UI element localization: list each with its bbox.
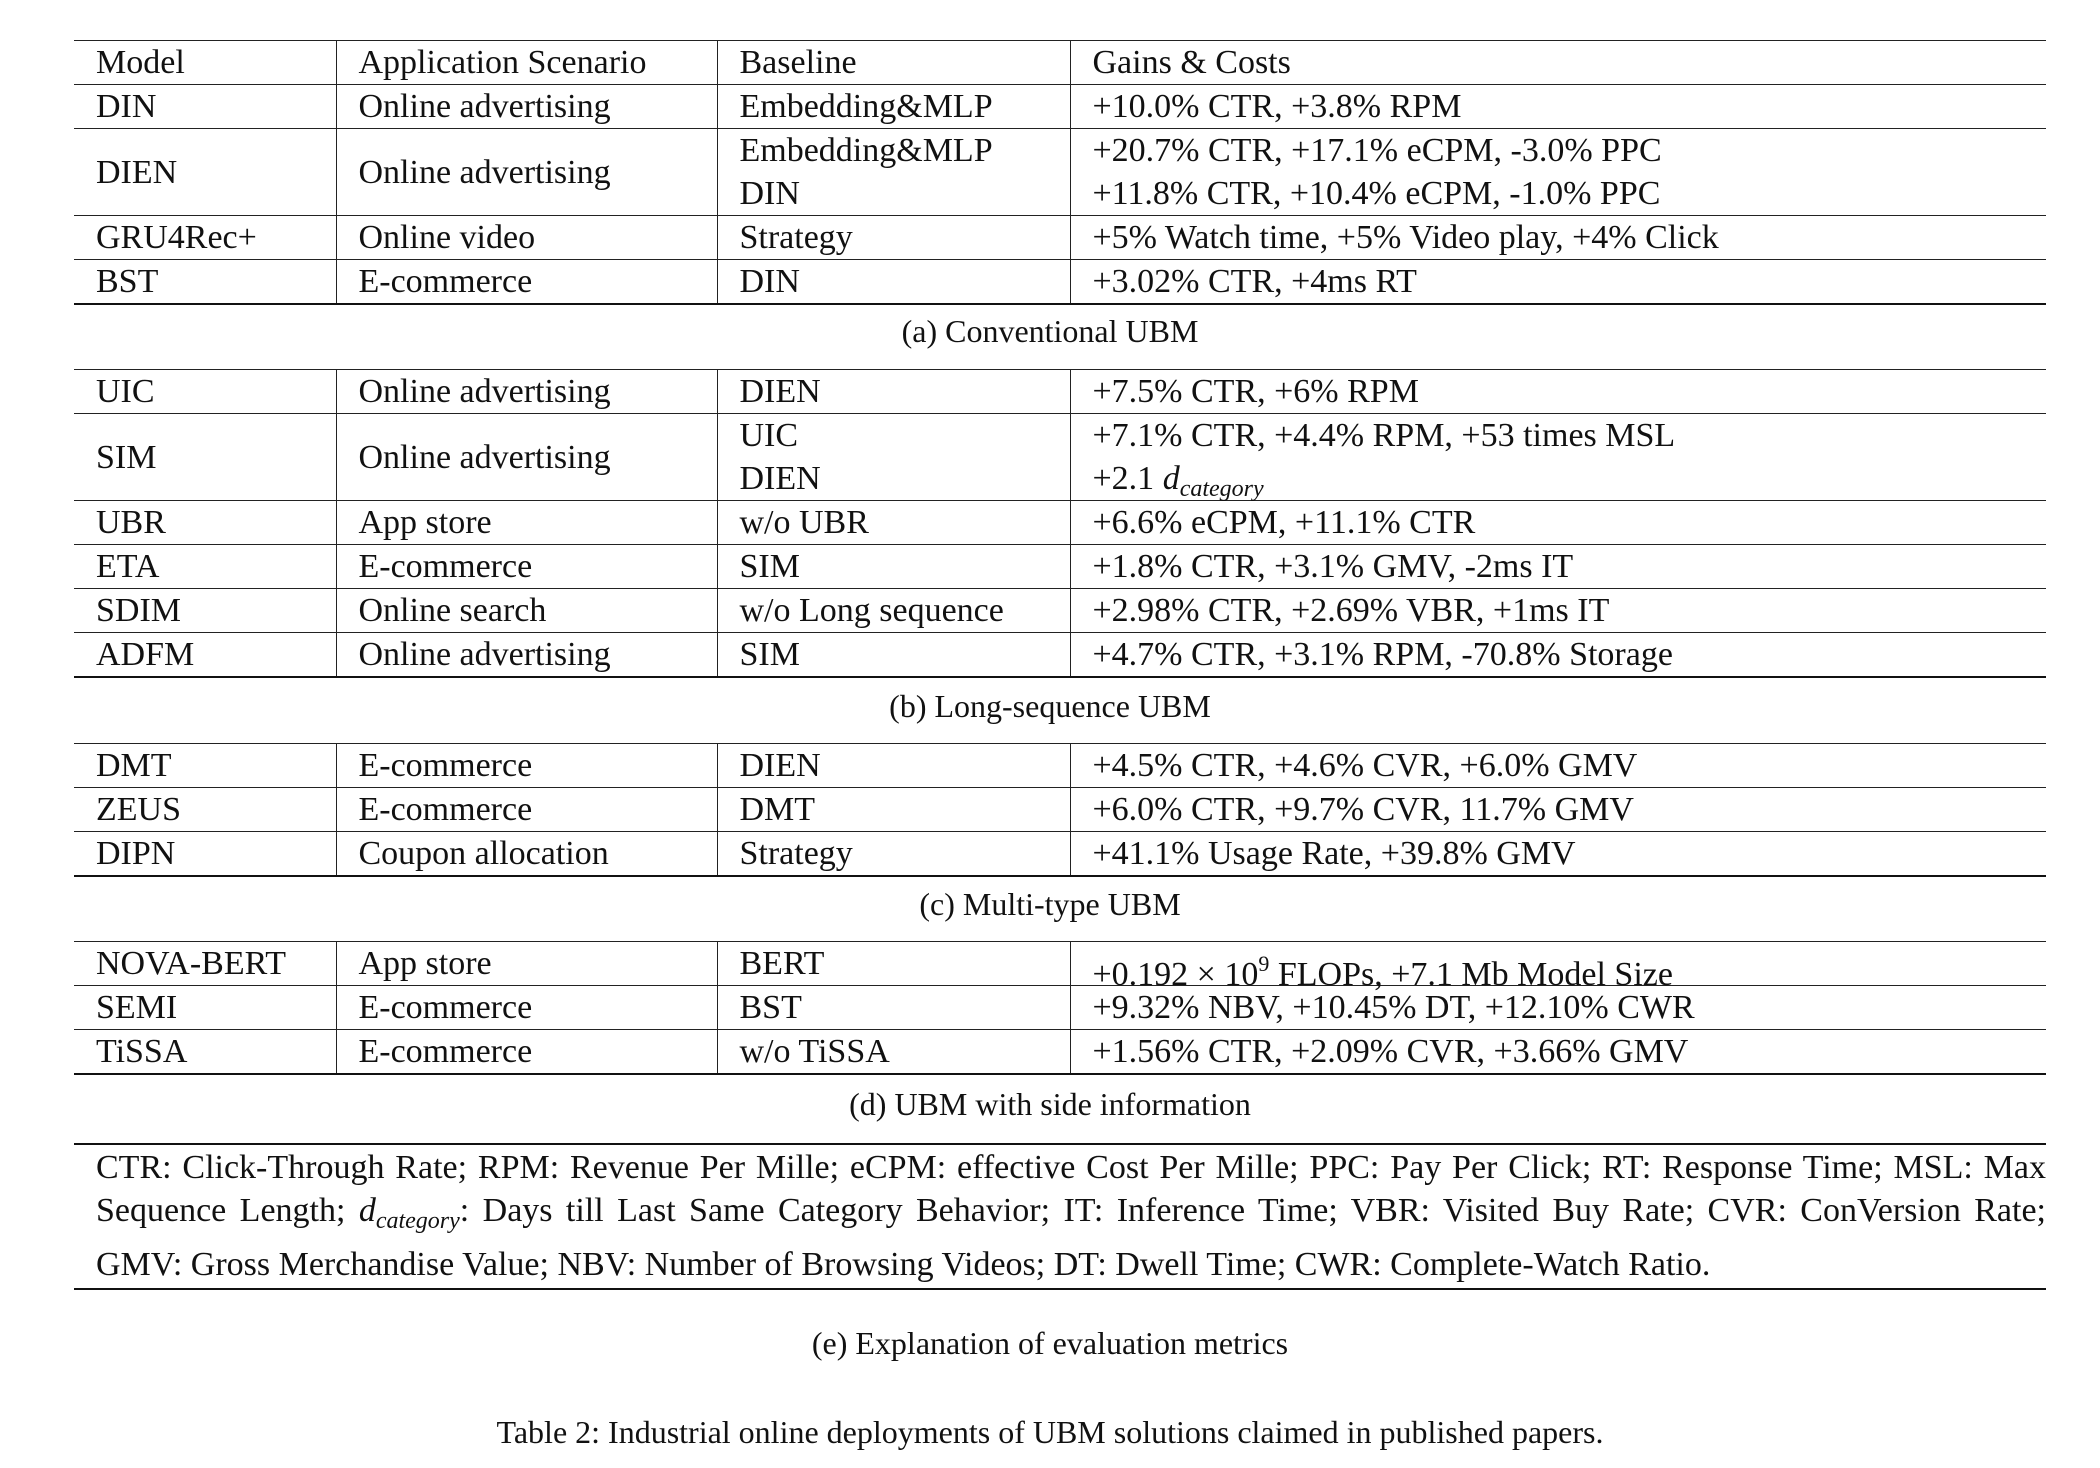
gains-line: +6.6% eCPM, +11.1% CTR [1092,504,1476,541]
scenario-cell: Online video [336,216,717,260]
baseline-cell [717,633,1070,678]
scenario-cell: Online advertising [336,633,717,678]
header-cell: Model [74,41,336,85]
scenario-cell: E-commerce [336,260,717,305]
table-row [74,216,2046,260]
gains-cell [1070,832,2046,877]
table-row [74,414,2046,501]
model-cell: DIPN [74,832,336,877]
gains-line: +20.7% CTR, +17.1% eCPM, -3.0% PPC [1092,132,1662,169]
model-cell: UBR [74,501,336,545]
baseline-line: BERT [739,945,825,982]
model-cell: ZEUS [74,788,336,832]
explanation-text-2: : Days till Last Same Category Behavior; IT: Inference Time; VBR: Visited Buy Rate; CVR: ConVersion Rate; GMV: Gross Merchandise Value; NBV: Number of Browsing Videos; DT: Dwell Time; CWR: Complete-Watch Ratio. [96,1192,2046,1283]
gains-line: +3.02% CTR, +4ms RT [1092,263,1417,300]
table-row [74,545,2046,589]
baseline-line: DIN [739,175,800,212]
section-table-2 [74,743,2046,877]
gains-line: +4.7% CTR, +3.1% RPM, -70.8% Storage [1092,636,1673,673]
scenario-cell: Coupon allocation [336,832,717,877]
baseline-cell [717,832,1070,877]
baseline-cell [717,216,1070,260]
explanation-text-1: CTR: Click-Through Rate; RPM: Revenue Per Mille; eCPM: effective Cost Per Mille; PPC: Pay Per Click; RT: Response Time; MSL: Max Sequence Length; [96,1149,2046,1229]
section-caption: (b) Long-sequence UBM [889,688,1211,724]
model-cell: SIM [74,414,336,501]
baseline-line: DMT [739,791,816,828]
gains-line: +7.1% CTR, +4.4% RPM, +53 times MSL [1092,417,1676,454]
table-row [74,744,2046,788]
baseline-line: SIM [739,548,800,585]
scenario-cell: E-commerce [336,1030,717,1075]
gains-cell [1070,986,2046,1030]
scenario-cell: E-commerce [336,986,717,1030]
baseline-cell [717,545,1070,589]
gains-cell [1070,501,2046,545]
gains-cell [1070,942,2046,993]
baseline-cell [717,414,1070,501]
header-cell: Gains & Costs [1070,41,2046,85]
table-row [74,942,2046,986]
table-row [74,1030,2046,1075]
scenario-cell: App store [336,942,717,986]
header-cell: Baseline [717,41,1070,85]
table-row [74,260,2046,305]
model-cell: ETA [74,545,336,589]
baseline-cell [717,942,1070,986]
model-cell: SDIM [74,589,336,633]
scenario-cell: Online advertising [336,85,717,129]
baseline-cell [717,501,1070,545]
section-caption: (d) UBM with side information [849,1086,1251,1122]
baseline-cell [717,260,1070,305]
math-superscript: 9 [1258,951,1270,976]
table-row [74,788,2046,832]
baseline-line: Embedding&MLP [739,132,993,169]
gains-cell [1070,788,2046,832]
gains-line: +5% Watch time, +5% Video play, +4% Click [1092,219,1719,256]
model-cell: DIN [74,85,336,129]
gains-line: +1.56% CTR, +2.09% CVR, +3.66% GMV [1092,1033,1689,1070]
math-d: d [358,1192,376,1229]
baseline-line: DIEN [739,373,821,410]
table-row [74,370,2046,414]
section-table-3 [74,941,2046,1075]
table-row [74,501,2046,545]
baseline-line: w/o Long sequence [739,592,1004,629]
model-cell: GRU4Rec+ [74,216,336,260]
baseline-cell [717,129,1070,216]
scenario-cell: Online advertising [336,129,717,216]
header-cell: Application Scenario [336,41,717,85]
section-table-1 [74,369,2046,678]
model-cell: DMT [74,744,336,788]
baseline-cell [717,370,1070,414]
caption-e: (e) Explanation of evaluation metrics [811,1325,1289,1361]
baseline-line: w/o TiSSA [739,1033,890,1070]
baseline-line: w/o UBR [739,504,869,541]
header-row [74,41,2046,85]
baseline-line: DIN [739,263,800,300]
scenario-cell: Online advertising [336,370,717,414]
baseline-line: DIEN [739,747,821,784]
gains-cell [1070,260,2046,305]
scenario-cell: E-commerce [336,744,717,788]
gains-line: +11.8% CTR, +10.4% eCPM, -1.0% PPC [1092,175,1661,212]
baseline-cell [717,986,1070,1030]
section-caption: (a) Conventional UBM [901,313,1199,349]
gains-cell [1070,1030,2046,1075]
scenario-cell: E-commerce [336,545,717,589]
gains-line: +7.5% CTR, +6% RPM [1092,373,1419,410]
gains-line: +41.1% Usage Rate, +39.8% GMV [1092,835,1576,872]
table-row [74,832,2046,877]
model-cell: UIC [74,370,336,414]
table-row [74,129,2046,216]
section-caption: (c) Multi-type UBM [919,886,1181,922]
scenario-cell: App store [336,501,717,545]
gains-cell [1070,370,2046,414]
baseline-line: UIC [739,417,799,454]
gains-text: FLOPs, +7.1 Mb Model Size [1269,956,1673,993]
model-cell: NOVA-BERT [74,942,336,986]
gains-text: +2.1 [1092,460,1163,497]
gains-cell [1070,129,2046,216]
gains-line: +2.98% CTR, +2.69% VBR, +1ms IT [1092,592,1610,629]
baseline-cell [717,788,1070,832]
model-cell: DIEN [74,129,336,216]
scenario-cell: E-commerce [336,788,717,832]
metrics-explanation [74,1143,2046,1290]
gains-line [1092,942,2047,993]
gains-line: +4.5% CTR, +4.6% CVR, +6.0% GMV [1092,747,1638,784]
gains-line [1093,457,2047,500]
baseline-line: Embedding&MLP [739,88,993,125]
baseline-line: BST [739,989,802,1026]
gains-cell [1070,633,2046,678]
gains-cell [1070,85,2046,129]
table-row [74,589,2046,633]
gains-cell [1070,545,2046,589]
gains-cell [1070,744,2046,788]
baseline-cell [717,1030,1070,1075]
model-cell: SEMI [74,986,336,1030]
table-row [74,633,2046,678]
gains-line: +1.8% CTR, +3.1% GMV, -2ms IT [1092,548,1574,585]
model-cell: BST [74,260,336,305]
baseline-line: DIEN [739,460,821,497]
scenario-cell: Online search [336,589,717,633]
baseline-line: Strategy [739,835,853,872]
gains-line: +9.32% NBV, +10.45% DT, +12.10% CWR [1092,989,1695,1026]
table-row [74,85,2046,129]
gains-text: +0.192 × 10 [1092,956,1259,993]
section-table-0 [74,40,2046,305]
scenario-cell: Online advertising [336,414,717,501]
model-cell: ADFM [74,633,336,678]
baseline-cell [717,589,1070,633]
baseline-line: Strategy [739,219,853,256]
gains-line: +6.0% CTR, +9.7% CVR, 11.7% GMV [1092,791,1634,828]
math-subscript: category [1179,476,1264,502]
baseline-line: SIM [739,636,800,673]
table-row [74,986,2046,1030]
model-cell: TiSSA [74,1030,336,1075]
gains-cell [1070,589,2046,633]
baseline-cell [717,85,1070,129]
table-caption: Table 2: Industrial online deployments of UBM solutions claimed in published papers. [496,1414,1604,1450]
math-d: d [1162,460,1180,497]
baseline-cell [717,744,1070,788]
gains-line: +10.0% CTR, +3.8% RPM [1092,88,1462,125]
gains-cell [1070,414,2046,501]
gains-cell [1070,216,2046,260]
math-subscript: category [375,1208,460,1234]
